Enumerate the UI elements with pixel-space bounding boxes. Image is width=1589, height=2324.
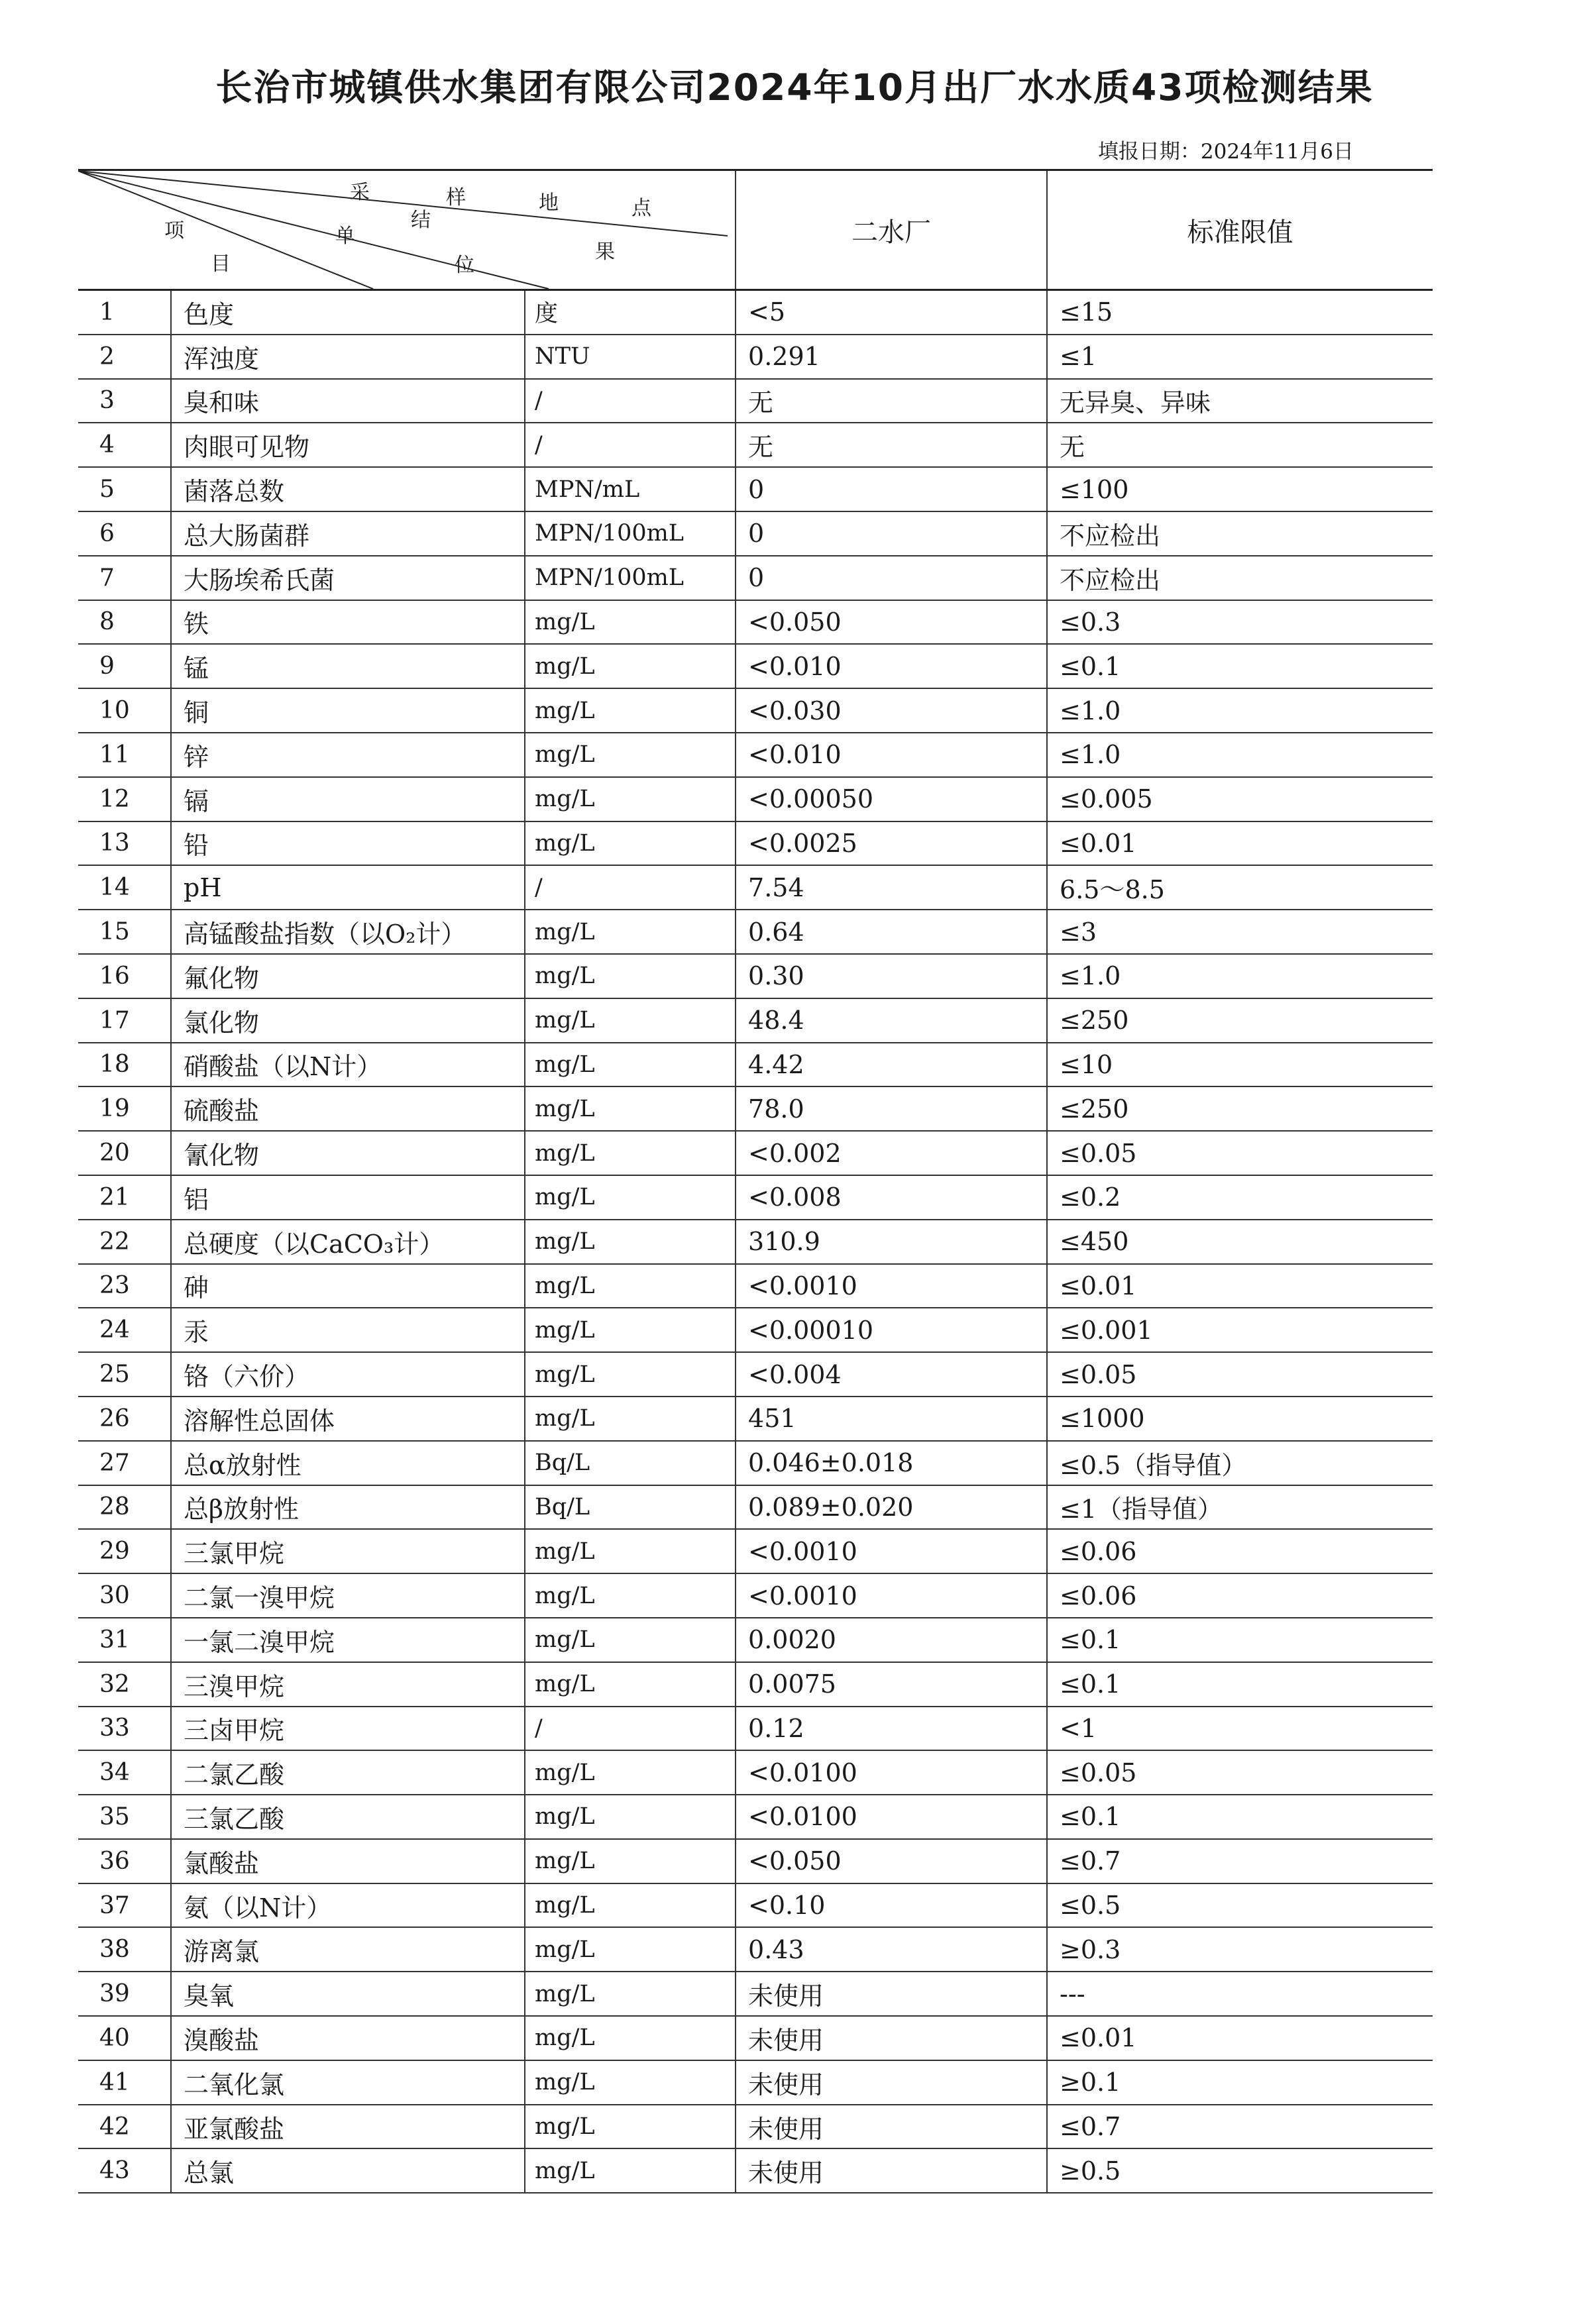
header-plant: 二水厂	[736, 170, 1047, 290]
table-row	[78, 1618, 1433, 1662]
row-result: <0.002	[736, 1131, 1047, 1175]
row-item: 游离氯	[171, 1927, 525, 1972]
table-row	[78, 2060, 1433, 2105]
table-row	[78, 467, 1433, 511]
row-limit: ≥0.3	[1047, 1927, 1433, 1972]
row-unit: mg/L	[525, 1220, 736, 1264]
page-title: 长治市城镇供水集团有限公司2024年10月出厂水水质43项检测结果	[215, 66, 1374, 109]
row-result: <0.00010	[736, 1308, 1047, 1352]
row-unit: mg/L	[525, 2105, 736, 2149]
row-number: 14	[78, 865, 171, 910]
row-result: <0.0100	[736, 1795, 1047, 1839]
row-limit: ≤0.05	[1047, 1352, 1433, 1397]
row-number: 9	[78, 644, 171, 688]
row-item: 氯化物	[171, 998, 525, 1043]
row-result: 0	[736, 556, 1047, 600]
diagonal-header-graphic	[78, 171, 736, 289]
header-sampling-char-1: 采	[350, 181, 370, 204]
row-result: <0.0100	[736, 1750, 1047, 1795]
row-unit: mg/L	[525, 1839, 736, 1883]
table-row	[78, 600, 1433, 645]
row-limit: ---	[1047, 1972, 1433, 2016]
table-row	[78, 688, 1433, 733]
row-item: 汞	[171, 1308, 525, 1352]
row-result: <0.004	[736, 1352, 1047, 1397]
table-row	[78, 1662, 1433, 1707]
row-number: 33	[78, 1707, 171, 1751]
table-row	[78, 335, 1433, 379]
table-row	[78, 1220, 1433, 1264]
row-number: 28	[78, 1485, 171, 1530]
row-limit: 不应检出	[1047, 511, 1433, 556]
table-row	[78, 910, 1433, 954]
row-unit: mg/L	[525, 1264, 736, 1308]
row-item: 三溴甲烷	[171, 1662, 525, 1707]
row-number: 31	[78, 1618, 171, 1662]
table-row	[78, 1485, 1433, 1530]
row-item: 锌	[171, 733, 525, 777]
row-result: 0	[736, 467, 1047, 511]
header-item-char-2: 目	[211, 252, 231, 276]
row-item: 镉	[171, 777, 525, 821]
row-limit: ≤0.06	[1047, 1529, 1433, 1573]
row-item: 氟化物	[171, 954, 525, 998]
row-result: 未使用	[736, 2060, 1047, 2105]
row-limit: 无	[1047, 423, 1433, 467]
row-item: 铜	[171, 688, 525, 733]
row-number: 18	[78, 1043, 171, 1087]
row-limit: ≤0.06	[1047, 1573, 1433, 1618]
table-row	[78, 865, 1433, 910]
row-item: 铝	[171, 1175, 525, 1220]
row-result: 未使用	[736, 2016, 1047, 2060]
row-number: 23	[78, 1264, 171, 1308]
header-sampling-char-3: 地	[539, 191, 559, 215]
row-result: <0.0025	[736, 821, 1047, 866]
row-item: 三氯甲烷	[171, 1529, 525, 1573]
row-unit: mg/L	[525, 821, 736, 866]
table-row	[78, 1927, 1433, 1972]
row-item: 总α放射性	[171, 1441, 525, 1485]
row-number: 43	[78, 2148, 171, 2193]
row-result: 无	[736, 423, 1047, 467]
row-item: 一氯二溴甲烷	[171, 1618, 525, 1662]
row-unit: mg/L	[525, 2060, 736, 2105]
row-limit: ≤1.0	[1047, 688, 1433, 733]
row-result: 0.12	[736, 1707, 1047, 1751]
row-unit: mg/L	[525, 1175, 736, 1220]
row-item: 臭氧	[171, 1972, 525, 2016]
row-limit: ≤0.01	[1047, 821, 1433, 866]
table-row	[78, 1308, 1433, 1352]
row-number: 22	[78, 1220, 171, 1264]
row-number: 16	[78, 954, 171, 998]
row-unit: mg/L	[525, 733, 736, 777]
row-item: 肉眼可见物	[171, 423, 525, 467]
table-row	[78, 644, 1433, 688]
row-unit: mg/L	[525, 2016, 736, 2060]
row-unit: mg/L	[525, 1529, 736, 1573]
row-limit: ≥0.1	[1047, 2060, 1433, 2105]
header-result-char-1: 结	[411, 209, 431, 232]
row-item: 溶解性总固体	[171, 1397, 525, 1441]
row-result: 7.54	[736, 865, 1047, 910]
row-result: 0	[736, 511, 1047, 556]
row-result: <0.00050	[736, 777, 1047, 821]
row-limit: ≤1.0	[1047, 733, 1433, 777]
row-item: 三氯乙酸	[171, 1795, 525, 1839]
table-row	[78, 777, 1433, 821]
row-number: 38	[78, 1927, 171, 1972]
row-item: 总大肠菌群	[171, 511, 525, 556]
row-limit: ≤450	[1047, 1220, 1433, 1264]
row-item: 氰化物	[171, 1131, 525, 1175]
row-unit: mg/L	[525, 1131, 736, 1175]
table-row	[78, 1573, 1433, 1618]
row-limit: <1	[1047, 1707, 1433, 1751]
row-number: 4	[78, 423, 171, 467]
row-unit: mg/L	[525, 954, 736, 998]
row-number: 5	[78, 467, 171, 511]
row-result: <0.0010	[736, 1529, 1047, 1573]
table-row	[78, 1707, 1433, 1751]
table-row	[78, 1397, 1433, 1441]
row-result: 4.42	[736, 1043, 1047, 1087]
row-number: 35	[78, 1795, 171, 1839]
row-unit: mg/L	[525, 1662, 736, 1707]
row-unit: mg/L	[525, 1352, 736, 1397]
row-result: <0.010	[736, 644, 1047, 688]
row-item: 二氯乙酸	[171, 1750, 525, 1795]
table-row	[78, 2105, 1433, 2149]
table-row	[78, 1839, 1433, 1883]
row-number: 27	[78, 1441, 171, 1485]
row-result: 无	[736, 379, 1047, 423]
row-result: 78.0	[736, 1086, 1047, 1131]
row-limit: ≤250	[1047, 998, 1433, 1043]
row-number: 39	[78, 1972, 171, 2016]
row-result: 310.9	[736, 1220, 1047, 1264]
row-result: <0.050	[736, 600, 1047, 645]
row-item: 硝酸盐（以N计）	[171, 1043, 525, 1087]
row-result: 0.30	[736, 954, 1047, 998]
row-number: 20	[78, 1131, 171, 1175]
row-number: 17	[78, 998, 171, 1043]
row-result: <0.0010	[736, 1573, 1047, 1618]
row-limit: ≤0.1	[1047, 1662, 1433, 1707]
header-sampling-char-2: 样	[446, 186, 466, 209]
header-item-char-1: 项	[164, 219, 184, 242]
row-unit: mg/L	[525, 1972, 736, 2016]
row-unit: mg/L	[525, 644, 736, 688]
row-unit: mg/L	[525, 600, 736, 645]
row-limit: ≤0.7	[1047, 1839, 1433, 1883]
row-number: 13	[78, 821, 171, 866]
row-number: 34	[78, 1750, 171, 1795]
row-unit: mg/L	[525, 1883, 736, 1928]
row-item: pH	[171, 865, 525, 910]
row-unit: mg/L	[525, 1043, 736, 1087]
row-number: 36	[78, 1839, 171, 1883]
row-number: 1	[78, 290, 171, 335]
row-limit: ≤1.0	[1047, 954, 1433, 998]
row-limit: ≤0.1	[1047, 1795, 1433, 1839]
row-item: 浑浊度	[171, 335, 525, 379]
row-number: 42	[78, 2105, 171, 2149]
row-unit: mg/L	[525, 1795, 736, 1839]
table-row	[78, 556, 1433, 600]
table-row	[78, 1086, 1433, 1131]
row-item: 三卤甲烷	[171, 1707, 525, 1751]
row-unit: mg/L	[525, 1573, 736, 1618]
row-unit: MPN/100mL	[525, 511, 736, 556]
row-unit: 度	[525, 290, 736, 335]
table-row	[78, 290, 1433, 335]
row-number: 7	[78, 556, 171, 600]
row-item: 二氯一溴甲烷	[171, 1573, 525, 1618]
row-result: 0.0020	[736, 1618, 1047, 1662]
row-number: 24	[78, 1308, 171, 1352]
header-result-char-2: 果	[595, 240, 615, 264]
table-row	[78, 2148, 1433, 2193]
row-item: 色度	[171, 290, 525, 335]
row-unit: mg/L	[525, 688, 736, 733]
header-limit: 标准限值	[1047, 170, 1433, 290]
header-sampling-char-4: 点	[631, 197, 651, 220]
table-row	[78, 998, 1433, 1043]
row-item: 亚氯酸盐	[171, 2105, 525, 2149]
row-unit: Bq/L	[525, 1441, 736, 1485]
row-limit: ≤0.01	[1047, 2016, 1433, 2060]
row-number: 41	[78, 2060, 171, 2105]
row-limit: ≤0.3	[1047, 600, 1433, 645]
row-unit: mg/L	[525, 998, 736, 1043]
row-number: 40	[78, 2016, 171, 2060]
table-row	[78, 2016, 1433, 2060]
row-limit: 6.5～8.5	[1047, 865, 1433, 910]
row-result: <0.050	[736, 1839, 1047, 1883]
row-unit: mg/L	[525, 2148, 736, 2193]
row-unit: /	[525, 423, 736, 467]
row-item: 铅	[171, 821, 525, 866]
row-unit: mg/L	[525, 1927, 736, 1972]
row-unit: mg/L	[525, 1086, 736, 1131]
row-unit: NTU	[525, 335, 736, 379]
row-item: 砷	[171, 1264, 525, 1308]
row-item: 高锰酸盐指数（以O₂计）	[171, 910, 525, 954]
row-number: 3	[78, 379, 171, 423]
table-row	[78, 1043, 1433, 1087]
row-result: <5	[736, 290, 1047, 335]
table-row	[78, 1750, 1433, 1795]
row-item: 菌落总数	[171, 467, 525, 511]
row-limit: ≤10	[1047, 1043, 1433, 1087]
row-number: 26	[78, 1397, 171, 1441]
row-limit: ≤1000	[1047, 1397, 1433, 1441]
row-limit: ≤0.1	[1047, 1618, 1433, 1662]
table-row	[78, 1529, 1433, 1573]
fill-date: 填报日期：2024年11月6日	[1097, 140, 1354, 164]
row-item: 总硬度（以CaCO₃计）	[171, 1220, 525, 1264]
row-result: 0.64	[736, 910, 1047, 954]
row-item: 总β放射性	[171, 1485, 525, 1530]
row-number: 37	[78, 1883, 171, 1928]
row-unit: mg/L	[525, 1308, 736, 1352]
table-row	[78, 423, 1433, 467]
row-unit: Bq/L	[525, 1485, 736, 1530]
row-unit: mg/L	[525, 1397, 736, 1441]
row-limit: ≤0.5（指导值）	[1047, 1441, 1433, 1485]
row-result: 48.4	[736, 998, 1047, 1043]
row-result: 0.43	[736, 1927, 1047, 1972]
row-limit: ≤3	[1047, 910, 1433, 954]
row-limit: ≤0.01	[1047, 1264, 1433, 1308]
table-row	[78, 1352, 1433, 1397]
row-number: 8	[78, 600, 171, 645]
row-unit: mg/L	[525, 777, 736, 821]
row-result: 未使用	[736, 1972, 1047, 2016]
diagonal-header-cell	[78, 170, 736, 290]
table-row	[78, 1795, 1433, 1839]
row-result: <0.10	[736, 1883, 1047, 1928]
row-result: <0.0010	[736, 1264, 1047, 1308]
row-unit: mg/L	[525, 910, 736, 954]
table-row	[78, 1441, 1433, 1485]
table-row	[78, 1175, 1433, 1220]
table-row	[78, 379, 1433, 423]
row-number: 2	[78, 335, 171, 379]
row-result: 未使用	[736, 2148, 1047, 2193]
row-number: 19	[78, 1086, 171, 1131]
row-result: 0.046±0.018	[736, 1441, 1047, 1485]
row-number: 21	[78, 1175, 171, 1220]
row-limit: ≤0.05	[1047, 1131, 1433, 1175]
row-unit: /	[525, 865, 736, 910]
table-row	[78, 1264, 1433, 1308]
row-item: 二氧化氯	[171, 2060, 525, 2105]
row-result: 451	[736, 1397, 1047, 1441]
header-unit-char-2: 位	[455, 254, 474, 277]
row-number: 10	[78, 688, 171, 733]
row-unit: /	[525, 379, 736, 423]
row-result: 未使用	[736, 2105, 1047, 2149]
row-unit: mg/L	[525, 1750, 736, 1795]
row-number: 12	[78, 777, 171, 821]
row-limit: ≤15	[1047, 290, 1433, 335]
row-result: <0.010	[736, 733, 1047, 777]
row-limit: ≤0.5	[1047, 1883, 1433, 1928]
table-row	[78, 733, 1433, 777]
table-row	[78, 1131, 1433, 1175]
row-limit: ≤0.7	[1047, 2105, 1433, 2149]
row-item: 铬（六价）	[171, 1352, 525, 1397]
row-limit: ≤0.05	[1047, 1750, 1433, 1795]
header-unit-char-1: 单	[335, 225, 355, 248]
row-result: <0.030	[736, 688, 1047, 733]
row-result: <0.008	[736, 1175, 1047, 1220]
row-number: 30	[78, 1573, 171, 1618]
row-unit: mg/L	[525, 1618, 736, 1662]
row-item: 氨（以N计）	[171, 1883, 525, 1928]
row-limit: ≤250	[1047, 1086, 1433, 1131]
row-limit: 不应检出	[1047, 556, 1433, 600]
row-item: 臭和味	[171, 379, 525, 423]
row-limit: ≥0.5	[1047, 2148, 1433, 2193]
table-header-row	[78, 170, 1433, 290]
row-unit: /	[525, 1707, 736, 1751]
table-row	[78, 1972, 1433, 2016]
row-limit: ≤0.2	[1047, 1175, 1433, 1220]
row-number: 32	[78, 1662, 171, 1707]
row-number: 29	[78, 1529, 171, 1573]
table-row	[78, 821, 1433, 866]
row-limit: ≤100	[1047, 467, 1433, 511]
row-item: 硫酸盐	[171, 1086, 525, 1131]
row-result: 0.291	[736, 335, 1047, 379]
row-item: 氯酸盐	[171, 1839, 525, 1883]
table-row	[78, 954, 1433, 998]
row-item: 溴酸盐	[171, 2016, 525, 2060]
row-limit: 无异臭、异味	[1047, 379, 1433, 423]
row-number: 11	[78, 733, 171, 777]
row-limit: ≤1	[1047, 335, 1433, 379]
row-result: 0.0075	[736, 1662, 1047, 1707]
row-number: 25	[78, 1352, 171, 1397]
row-item: 总氯	[171, 2148, 525, 2193]
row-limit: ≤0.1	[1047, 644, 1433, 688]
row-limit: ≤0.005	[1047, 777, 1433, 821]
row-limit: ≤1（指导值）	[1047, 1485, 1433, 1530]
row-item: 铁	[171, 600, 525, 645]
row-item: 大肠埃希氏菌	[171, 556, 525, 600]
row-result: 0.089±0.020	[736, 1485, 1047, 1530]
row-limit: ≤0.001	[1047, 1308, 1433, 1352]
results-table	[78, 169, 1433, 2193]
row-number: 15	[78, 910, 171, 954]
row-unit: MPN/mL	[525, 467, 736, 511]
table-row	[78, 511, 1433, 556]
row-number: 6	[78, 511, 171, 556]
row-item: 锰	[171, 644, 525, 688]
table-row	[78, 1883, 1433, 1928]
row-unit: MPN/100mL	[525, 556, 736, 600]
